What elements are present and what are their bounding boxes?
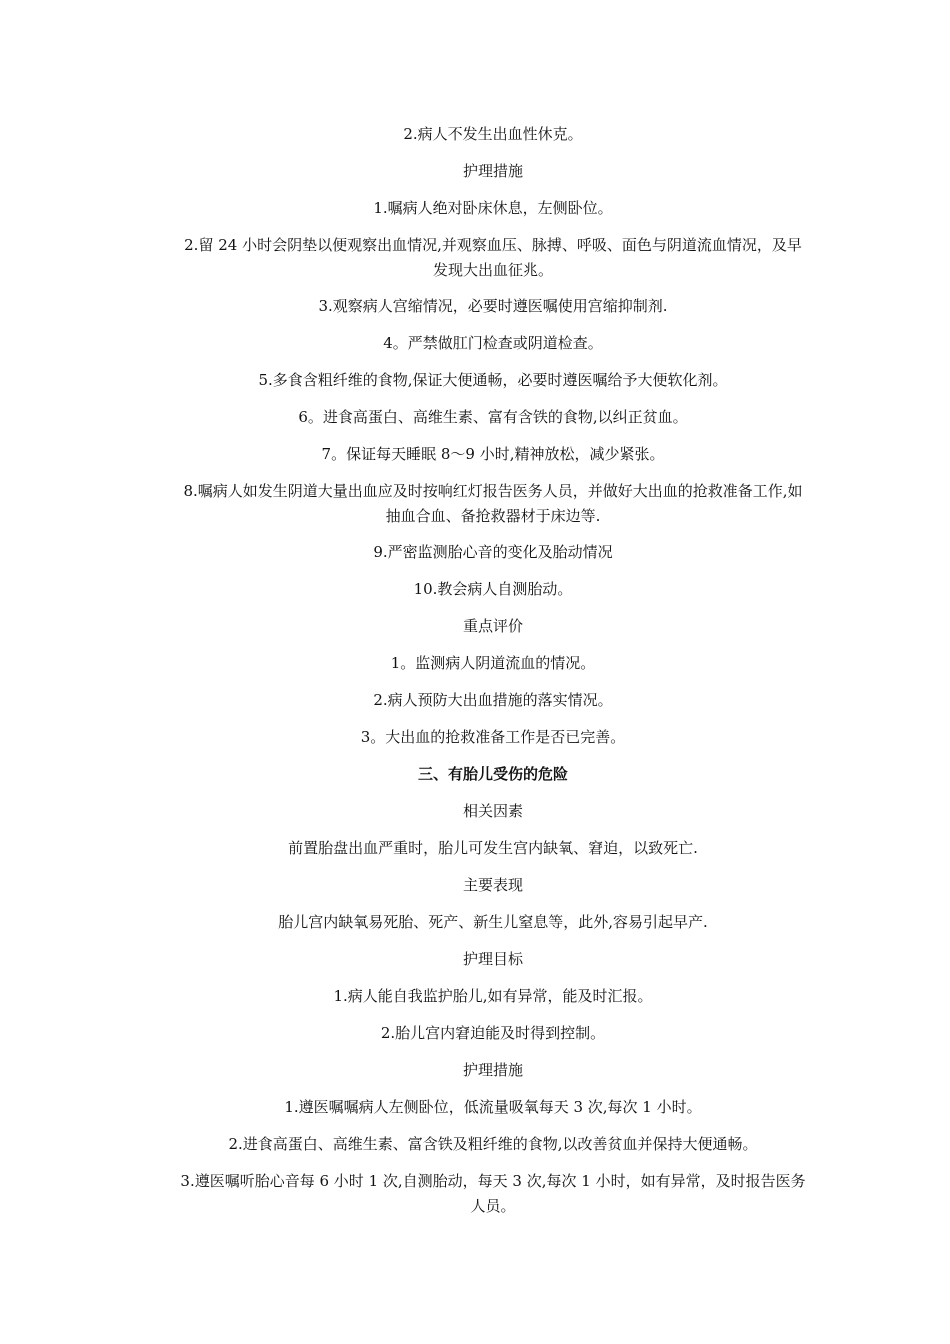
text-line: 2.留 24 小时会阴垫以便观察出血情况,并观察血压、脉搏、呼吸、面色与阴道流血情况，及早发现大出血征兆。 [184,236,802,279]
text-line: 2.病人预防大出血措施的落实情况。 [373,691,613,709]
section-heading: 三、有胎儿受伤的危险 [417,765,568,783]
text-line: 1.嘱病人绝对卧床休息，左侧卧位。 [373,199,613,217]
section-label: 护理措施 [462,162,523,180]
section-label: 护理目标 [462,950,523,968]
document-page [178,122,808,1230]
text-line: 1.遵医嘱嘱病人左侧卧位，低流量吸氧每天 3 次,每次 1 小时。 [284,1098,702,1116]
section-label: 护理措施 [462,1061,523,1079]
text-line: 10.教会病人自测胎动。 [413,580,573,598]
text-line: 2.胎儿宫内窘迫能及时得到控制。 [380,1024,606,1042]
text-line: 1。监测病人阴道流血的情况。 [390,654,596,672]
text-line: 7。保证每天睡眠 8～9 小时,精神放松，减少紧张。 [321,445,665,463]
text-line: 3。大出血的抢救准备工作是否已完善。 [360,728,626,746]
text-line: 2.进食高蛋白、高维生素、富含铁及粗纤维的食物,以改善贫血并保持大便通畅。 [228,1135,758,1153]
text-line: 前置胎盘出血严重时，胎儿可发生宫内缺氧、窘迫，以致死亡. [288,839,698,857]
text-line: 1.病人能自我监护胎儿,如有异常，能及时汇报。 [333,987,653,1005]
text-line: 3.遵医嘱听胎心音每 6 小时 1 次,自测胎动，每天 3 次,每次 1 小时，如有异常，及时报告医务人员。 [180,1172,806,1215]
text-line: 胎儿宫内缺氧易死胎、死产、新生儿窒息等，此外,容易引起早产. [278,913,708,931]
section-label: 主要表现 [462,876,523,894]
text-line: 6。进食高蛋白、高维生素、富有含铁的食物,以纠正贫血。 [298,408,688,426]
text-line: 5.多食含粗纤维的食物,保证大便通畅，必要时遵医嘱给予大便软化剂。 [258,371,728,389]
text-line: 2.病人不发生出血性休克。 [403,125,583,143]
text-line: 3.观察病人宫缩情况，必要时遵医嘱使用宫缩抑制剂. [318,297,668,315]
section-label: 重点评价 [462,617,523,635]
text-line: 9.严密监测胎心音的变化及胎动情况 [373,543,613,561]
section-label: 相关因素 [462,802,523,820]
text-line: 8.嘱病人如发生阴道大量出血应及时按响红灯报告医务人员，并做好大出血的抢救准备工作,如抽血合血、备抢救器材于床边等. [183,482,803,525]
text-line: 4。严禁做肛门检查或阴道检查。 [383,334,603,352]
